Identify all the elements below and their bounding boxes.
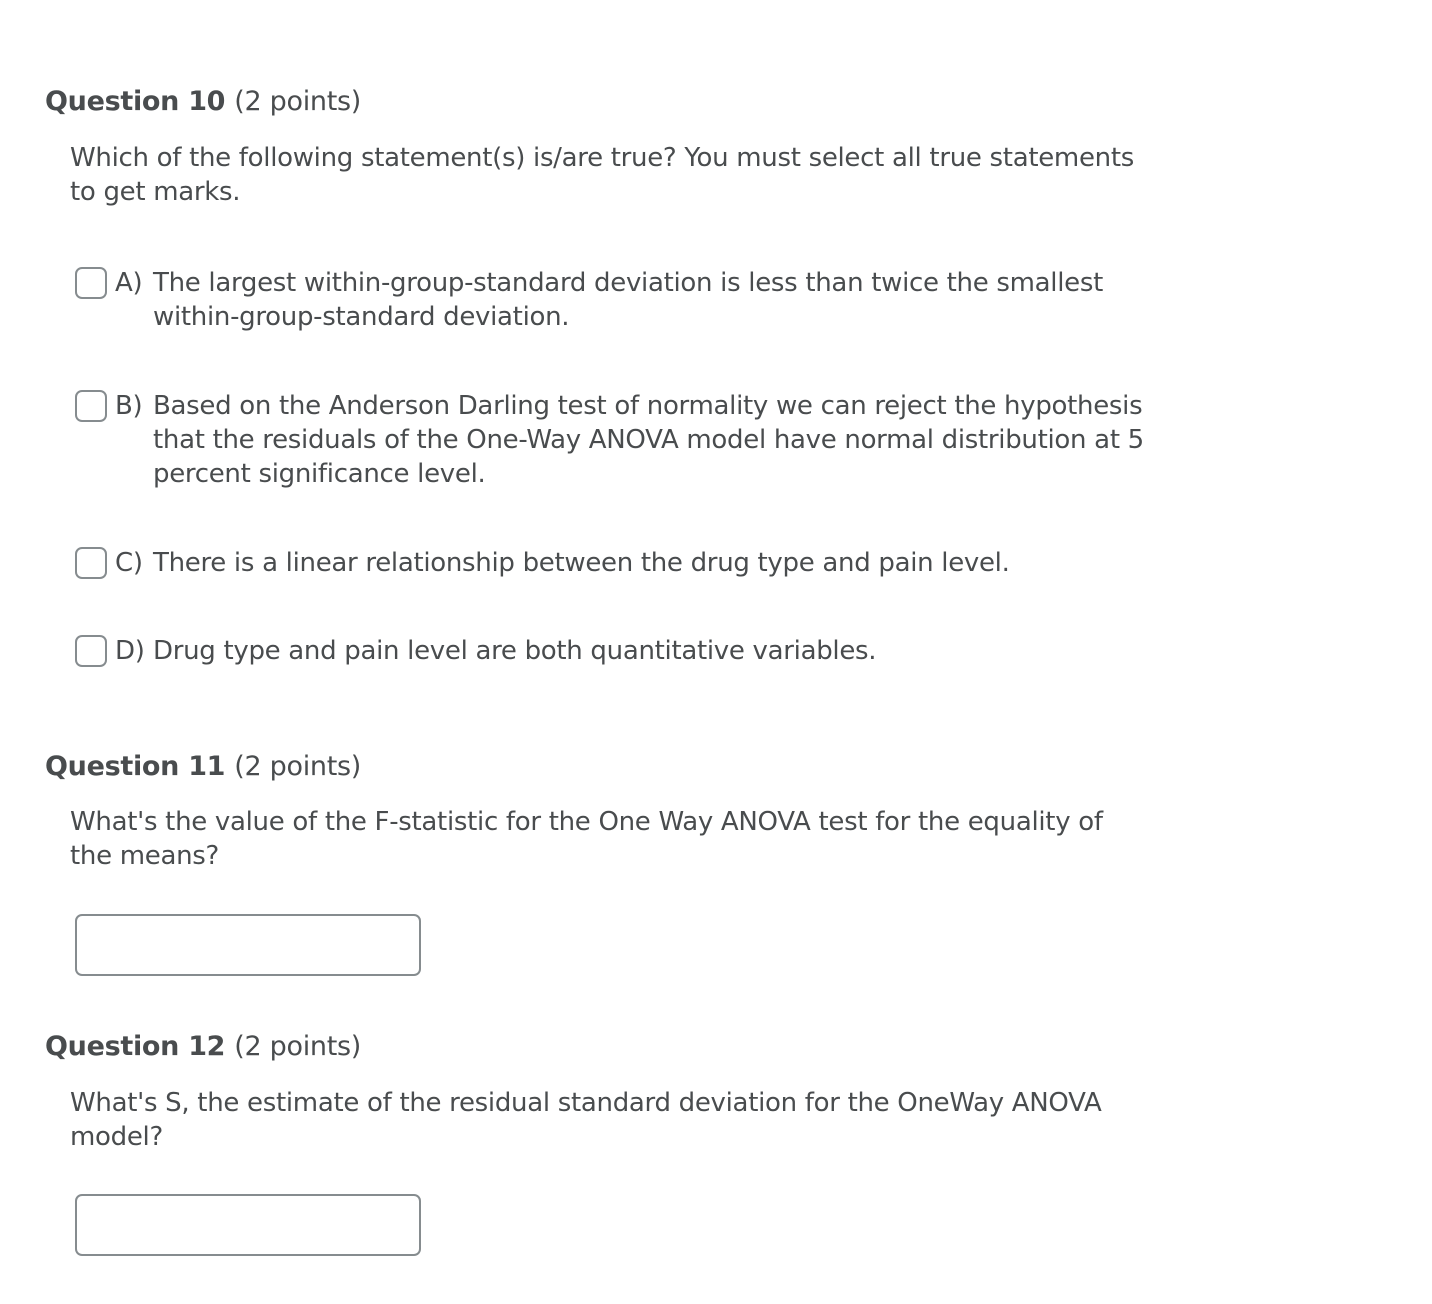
question-10 bbox=[45, 86, 1165, 686]
option-letter: C) bbox=[115, 548, 143, 578]
option-text: Based on the Anderson Darling test of normality we can reject the hypothesis that the residuals of the One-Way ANOVA model have normal distribution at 5 percent significance level. bbox=[153, 391, 1144, 489]
question-heading bbox=[45, 1031, 1165, 1063]
option-c-checkbox[interactable] bbox=[75, 547, 107, 579]
option-c[interactable] bbox=[75, 546, 1165, 580]
option-d-checkbox[interactable] bbox=[75, 635, 107, 667]
question-text: Which of the following statement(s) is/are true? You must select all true statements to get marks. bbox=[70, 143, 1134, 207]
question-title: Question 11 bbox=[45, 751, 226, 782]
option-b[interactable] bbox=[75, 389, 1165, 491]
answer-input[interactable] bbox=[75, 914, 421, 976]
question-title: Question 12 bbox=[45, 1031, 226, 1062]
question-heading bbox=[45, 86, 1165, 118]
question-points: (2 points) bbox=[234, 751, 362, 782]
option-letter: D) bbox=[115, 636, 145, 666]
option-d[interactable] bbox=[75, 634, 1165, 668]
question-text: What's S, the estimate of the residual standard deviation for the OneWay ANOVA model? bbox=[70, 1088, 1102, 1152]
option-a-checkbox[interactable] bbox=[75, 267, 107, 299]
question-text: What's the value of the F-statistic for the One Way ANOVA test for the equality of the means? bbox=[70, 807, 1103, 871]
question-points: (2 points) bbox=[234, 86, 362, 117]
question-heading bbox=[45, 751, 1165, 783]
option-b-checkbox[interactable] bbox=[75, 390, 107, 422]
question-12 bbox=[45, 1031, 1165, 1261]
question-title: Question 10 bbox=[45, 86, 226, 117]
question-11 bbox=[45, 751, 1165, 981]
option-a[interactable] bbox=[75, 266, 1165, 334]
option-text: There is a linear relationship between the drug type and pain level. bbox=[153, 548, 1010, 578]
option-letter: A) bbox=[115, 268, 143, 298]
option-text: Drug type and pain level are both quantitative variables. bbox=[153, 636, 877, 666]
option-text: The largest within-group-standard deviation is less than twice the smallest within-group-standard deviation. bbox=[153, 268, 1103, 332]
answer-input[interactable] bbox=[75, 1194, 421, 1256]
question-points: (2 points) bbox=[234, 1031, 362, 1062]
option-letter: B) bbox=[115, 391, 143, 421]
